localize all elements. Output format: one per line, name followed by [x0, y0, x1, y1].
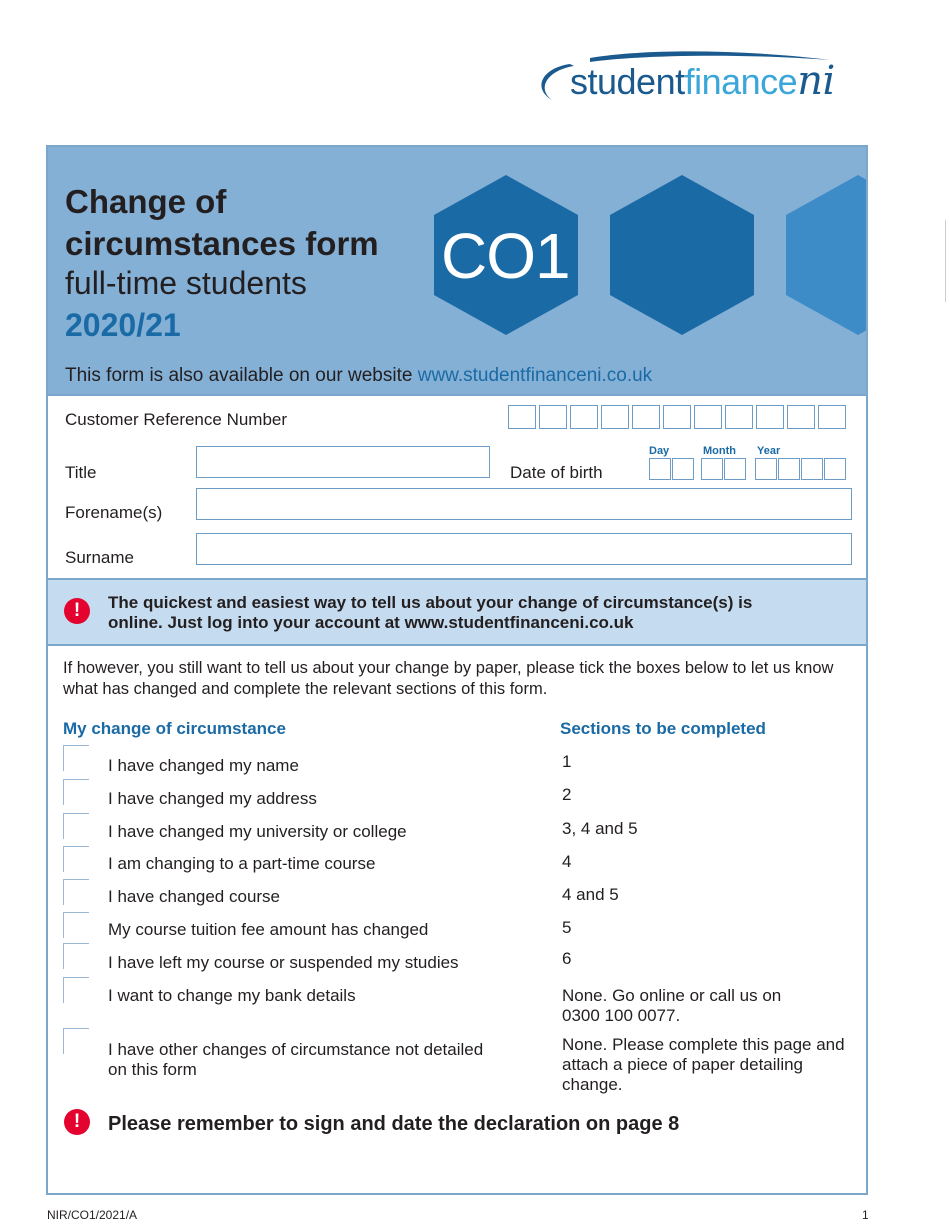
change-sections: 3, 4 and 5	[562, 819, 638, 838]
tick-box-other[interactable]	[63, 1028, 89, 1054]
alert-line1: The quickest and easiest way to tell us about your change of circumstance(s) is	[108, 593, 753, 612]
change-label: I have changed course	[108, 887, 281, 906]
tick-box-tuition-fee[interactable]	[63, 912, 89, 938]
dob-month-box[interactable]	[701, 458, 723, 480]
dob-day-box[interactable]	[649, 458, 671, 480]
dob-year-box[interactable]	[755, 458, 777, 480]
dob-year-box[interactable]	[801, 458, 823, 480]
page-number: 1	[862, 1208, 869, 1222]
column-heading-change: My change of circumstance	[63, 719, 286, 738]
dob-year-box[interactable]	[778, 458, 800, 480]
dob-day-box[interactable]	[672, 458, 694, 480]
form-title-line2: circumstances form	[65, 225, 379, 262]
crn-box[interactable]	[694, 405, 722, 429]
change-sections: 4	[562, 852, 572, 871]
dob-day-label: Day	[649, 445, 670, 457]
reminder-text: Please remember to sign and date the declaration on page 8	[108, 1113, 680, 1135]
crn-box[interactable]	[725, 405, 753, 429]
hexagon-middle	[610, 175, 754, 335]
website-prefix: This form is also available on our website	[65, 365, 413, 386]
dob-month-box[interactable]	[724, 458, 746, 480]
change-sections: None. Go online or call us on 0300 100 0077.	[562, 986, 782, 1025]
hexagon-right	[786, 175, 866, 335]
crn-box[interactable]	[508, 405, 536, 429]
tick-box-university[interactable]	[63, 813, 89, 839]
change-sections: 1	[562, 752, 572, 771]
crn-box[interactable]	[570, 405, 598, 429]
change-label: I have changed my address	[108, 789, 317, 808]
crn-box[interactable]	[818, 405, 846, 429]
change-label: I want to change my bank details	[108, 986, 356, 1005]
tick-box-name[interactable]	[63, 745, 89, 771]
forename-field[interactable]	[196, 488, 852, 520]
change-label: I have changed my name	[108, 756, 299, 775]
crn-box[interactable]	[663, 405, 691, 429]
surname-label: Surname	[65, 548, 134, 567]
change-label: My course tuition fee amount has changed	[108, 920, 429, 939]
crn-label: Customer Reference Number	[65, 410, 288, 429]
form-title	[65, 181, 379, 265]
surname-field[interactable]	[196, 533, 852, 565]
crn-box[interactable]	[787, 405, 815, 429]
change-sections: None. Please complete this page and attach a piece of paper detailing change.	[562, 1035, 845, 1094]
form-reference: NIR/CO1/2021/A	[47, 1208, 138, 1222]
change-label: I have changed my university or college	[108, 822, 407, 841]
page-edge-mark	[945, 220, 950, 302]
title-field[interactable]	[196, 446, 490, 478]
dob-month-label: Month	[703, 445, 736, 457]
dob-label: Date of birth	[510, 463, 603, 482]
alert-text	[108, 593, 752, 633]
forename-label: Forename(s)	[65, 503, 163, 522]
change-sections: 6	[562, 949, 572, 968]
change-label: I have other changes of circumstance not detailed on this form	[108, 1040, 484, 1079]
studentfinance-ni-logo	[530, 48, 890, 118]
alert-line2: online. Just log into your account at www.studentfinanceni.co.uk	[108, 613, 634, 632]
column-heading-sections: Sections to be completed	[560, 719, 766, 738]
title-label: Title	[65, 463, 97, 482]
dob-year-label: Year	[757, 445, 781, 457]
crn-box[interactable]	[539, 405, 567, 429]
form-code: CO1	[441, 220, 570, 292]
logo-part-finance: finance	[684, 61, 798, 102]
crn-box[interactable]	[601, 405, 629, 429]
change-sections: 2	[562, 785, 572, 804]
crn-box[interactable]	[632, 405, 660, 429]
tick-box-part-time[interactable]	[63, 846, 89, 872]
logo-wordmark	[570, 58, 835, 104]
tick-box-left-course[interactable]	[63, 943, 89, 969]
website-line	[65, 365, 652, 387]
intro-text: If however, you still want to tell us about your change by paper, please tick the boxes below to let us know what has changed and complete the relevant sections of this form.	[63, 659, 834, 698]
change-sections: 4 and 5	[562, 885, 619, 904]
online-alert	[48, 578, 866, 646]
tick-box-address[interactable]	[63, 779, 89, 805]
tick-box-bank-details[interactable]	[63, 977, 89, 1003]
tick-box-course[interactable]	[63, 879, 89, 905]
form-subtitle: full-time students	[65, 265, 307, 301]
website-link[interactable]: www.studentfinanceni.co.uk	[417, 365, 653, 386]
form-year: 2020/21	[65, 307, 181, 343]
form-frame	[46, 145, 868, 1195]
change-label: I have left my course or suspended my studies	[108, 953, 459, 972]
logo-part-student: student	[570, 61, 685, 102]
alert-icon: !	[64, 598, 90, 624]
change-label: I am changing to a part-time course	[108, 854, 376, 873]
form-header	[48, 147, 866, 396]
dob-year-box[interactable]	[824, 458, 846, 480]
form-title-line1: Change of	[65, 183, 227, 220]
crn-box[interactable]	[756, 405, 784, 429]
change-sections: 5	[562, 918, 572, 937]
logo-part-ni: ni	[797, 58, 835, 104]
reminder-alert-icon: !	[64, 1109, 90, 1135]
